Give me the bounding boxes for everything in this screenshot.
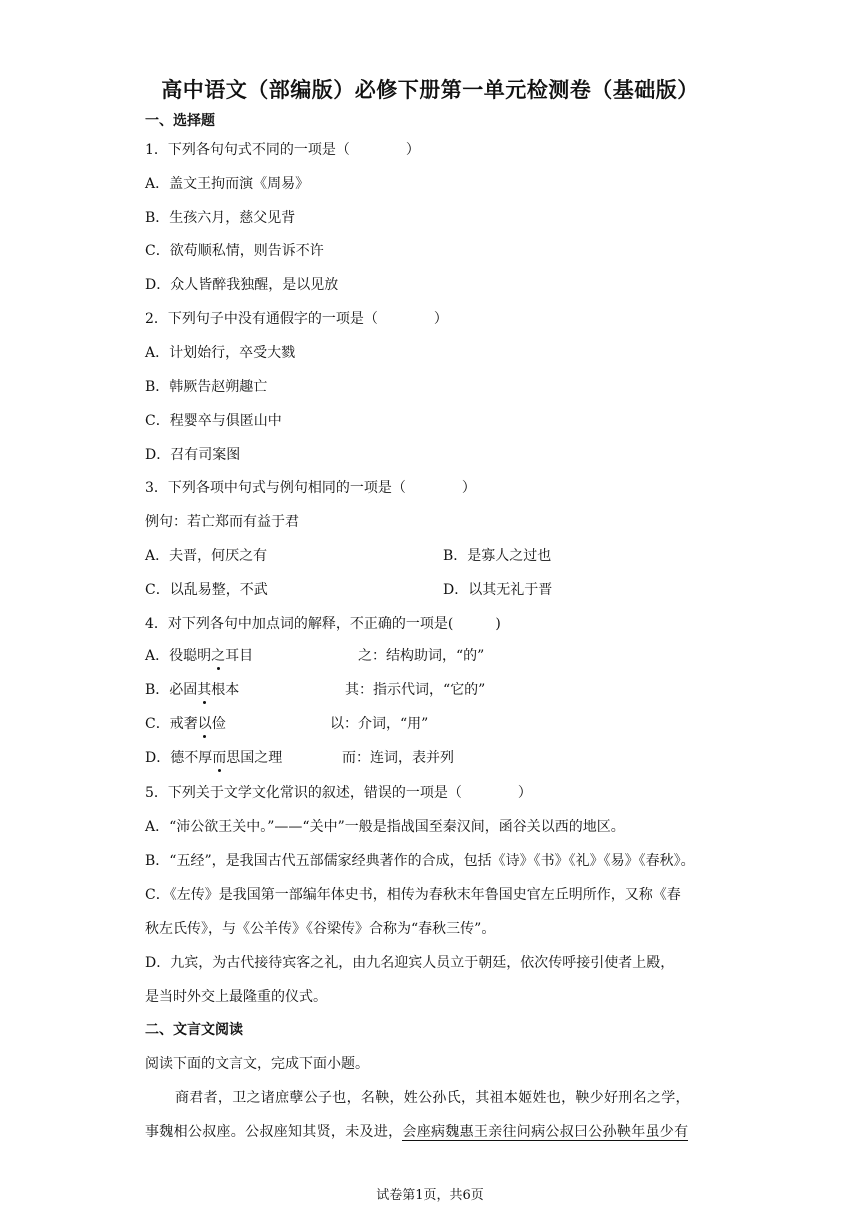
page-title: 高中语文（部编版）必修下册第一单元检测卷（基础版） <box>161 78 699 102</box>
question-4-option-d-explanation: 而：连词，表并列 <box>342 750 454 766</box>
question-5-option-a: A．“沛公欲王关中。”——“关中”一般是指战国至秦汉间，函谷关以西的地区。 <box>145 819 625 835</box>
dotted-word: 以 <box>197 716 212 732</box>
option-text-post: 根本 <box>211 682 240 698</box>
question-5-stem: 5．下列关于文学文化常识的叙述，错误的一项是（ ） <box>145 785 532 801</box>
underlined-passage-text: 会座病魏惠王亲往问病公叔曰公孙鞅年虽少有 <box>402 1124 689 1140</box>
passage-line-2 <box>145 1123 688 1141</box>
question-2-stem: 2．下列句子中没有通假字的一项是（ ） <box>145 311 448 327</box>
question-5-option-c-line1: C．《左传》是我国第一部编年体史书，相传为春秋末年鲁国史官左丘明所作，又称《春 <box>145 887 681 903</box>
question-4-option-b <box>145 681 239 699</box>
question-4-option-d <box>145 749 282 767</box>
question-5-option-d-line1: D．九宾，为古代接待宾客之礼，由九名迎宾人员立于朝廷，依次传呼接引使者上殿， <box>145 955 675 971</box>
dotted-word: 之 <box>211 648 226 664</box>
question-4-option-a <box>145 647 253 665</box>
dotted-word: 其 <box>197 682 212 698</box>
question-2-option-d: D．召有司案图 <box>145 447 241 463</box>
question-3-option-a: A．夫晋，何厌之有 <box>145 548 268 564</box>
option-text-pre: A．役聪明 <box>145 648 212 664</box>
option-text-pre: D．德不厚 <box>145 750 213 766</box>
question-1-option-d: D．众人皆醉我独醒，是以见放 <box>145 277 339 293</box>
option-text-pre: B．必固 <box>145 682 198 698</box>
question-4-option-c-explanation: 以：介词，“用” <box>330 716 429 732</box>
option-text-post: 俭 <box>211 716 226 732</box>
passage-line-1: 商君者，卫之诸庶孽公子也，名鞅，姓公孙氏，其祖本姬姓也，鞅少好刑名之学， <box>175 1090 690 1106</box>
question-4-option-c <box>145 715 226 733</box>
question-3-option-b: B．是寡人之过也 <box>443 548 552 564</box>
passage-text: 事魏相公叔座。公叔座知其贤，未及进， <box>145 1124 403 1140</box>
question-3-example: 例句：若亡郑而有益于君 <box>145 514 299 530</box>
section-heading-choice: 一、选择题 <box>145 113 215 129</box>
page-footer: 试卷第1页，共6页 <box>376 1188 484 1203</box>
question-2-option-a: A．计划始行，卒受大戮 <box>145 345 296 361</box>
question-1-stem: 1．下列各句句式不同的一项是（ ） <box>145 142 420 158</box>
question-1-option-b: B．生孩六月，慈父见背 <box>145 210 296 226</box>
question-3-stem: 3．下列各项中句式与例句相同的一项是（ ） <box>145 480 476 496</box>
question-2-option-c: C．程婴卒与俱匿山中 <box>145 413 282 429</box>
question-4-option-a-explanation: 之：结构助词，“的” <box>358 648 485 664</box>
question-3-option-d: D．以其无礼于晋 <box>443 582 553 598</box>
question-1-option-a: A．盖文王拘而演《周易》 <box>145 176 310 192</box>
question-2-option-b: B．韩厥告赵朔趣亡 <box>145 379 268 395</box>
option-text-pre: C．戒奢 <box>145 716 198 732</box>
question-5-option-b: B．“五经”，是我国古代五部儒家经典著作的合成，包括《诗》《书》《礼》《易》《春秋》。 <box>145 853 695 869</box>
question-4-option-b-explanation: 其：指示代词，“它的” <box>345 682 486 698</box>
question-1-option-c: C．欲苟顺私情，则告诉不许 <box>145 243 324 259</box>
reading-instruction: 阅读下面的文言文，完成下面小题。 <box>145 1056 369 1072</box>
option-text-post: 耳目 <box>225 648 254 664</box>
section-heading-reading: 二、文言文阅读 <box>145 1022 243 1038</box>
question-3-option-c: C．以乱易整，不武 <box>145 582 268 598</box>
dotted-word: 而 <box>212 750 227 766</box>
question-5-option-c-line2: 秋左氏传》，与《公羊传》《谷梁传》合称为“春秋三传”。 <box>145 921 496 937</box>
question-5-option-d-line2: 是当时外交上最隆重的仪式。 <box>145 989 327 1005</box>
option-text-post: 思国之理 <box>226 750 283 766</box>
question-4-stem: 4．对下列各句中加点词的解释，不正确的一项是( ) <box>145 616 501 632</box>
